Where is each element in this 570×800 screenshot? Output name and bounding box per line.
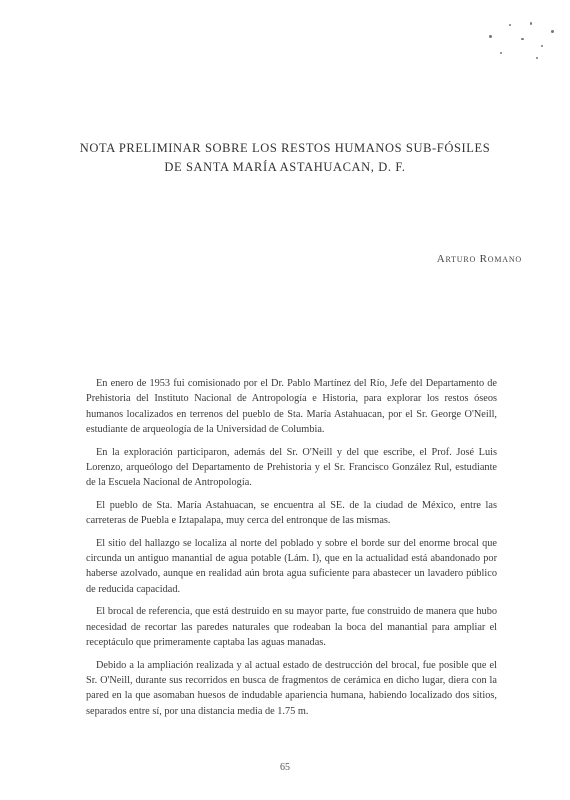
paragraph: Debido a la ampliación realizada y al actual estado de destrucción del brocal, fue posible que el Sr. O'Neill, durante sus recorridos en busca de fragmentos de cerámica en dicho lugar, diera con la pared en la que asomaban huesos de indudable apariencia humana, habiendo localizado dos sitios, separados entre sí, por una distancia media de 1.75 m. <box>86 659 497 717</box>
article-title-line: DE SANTA MARÍA ASTAHUACAN, D. F. <box>164 160 406 174</box>
article-title <box>60 139 510 177</box>
scan-speck <box>509 24 511 26</box>
scan-speck <box>551 30 554 33</box>
page-number: 65 <box>280 762 290 773</box>
scan-speck <box>541 45 543 47</box>
paragraph: El brocal de referencia, que está destruido en su mayor parte, fue construido de manera que hubo necesidad de recortar las paredes naturales que rodeaban la boca del manantial para ampliar el receptáculo que primeramente captaba las aguas manadas. <box>86 606 497 649</box>
scan-speck <box>500 52 502 54</box>
paragraph: El sitio del hallazgo se localiza al norte del poblado y sobre el borde sur del enorme brocal que circunda un antiguo manantial de agua potable (Lám. I), que en la actualidad está abandonado por haberse azolvado, aunque en realidad aún brota agua suficiente para abastecer un lavadero público de reducida capacidad. <box>86 537 497 595</box>
author-name: Arturo Romano <box>436 253 522 265</box>
paragraph: En enero de 1953 fui comisionado por el Dr. Pablo Martínez del Río, Jefe del Departamento de Prehistoria del Instituto Nacional de Antropología e Historia, para explorar los restos óseos humanos localizados en terrenos del pueblo de Sta. María Astahuacan, por el Sr. George O'Neill, estudiante de arqueología de la Universidad de Columbia. <box>86 378 497 436</box>
scan-speck <box>521 38 524 40</box>
paragraph: En la exploración participaron, además del Sr. O'Neill y del que escribe, el Prof. José Luis Lorenzo, arqueólogo del Departamento de Prehistoria y el Sr. Francisco González Rul, estudiante de la Escuela Nacional de Antropología. <box>86 446 497 489</box>
paragraph: El pueblo de Sta. María Astahuacan, se encuentra al SE. de la ciudad de México, entre las carreteras de Puebla e Iztapalapa, muy cerca del entronque de las mismas. <box>86 499 497 527</box>
article-title-line: NOTA PRELIMINAR SOBRE LOS RESTOS HUMANOS SUB-FÓSILES <box>79 141 491 155</box>
scan-speck <box>489 35 492 38</box>
scan-speck <box>536 57 538 59</box>
scan-speck <box>530 22 532 25</box>
article-body <box>86 376 497 726</box>
